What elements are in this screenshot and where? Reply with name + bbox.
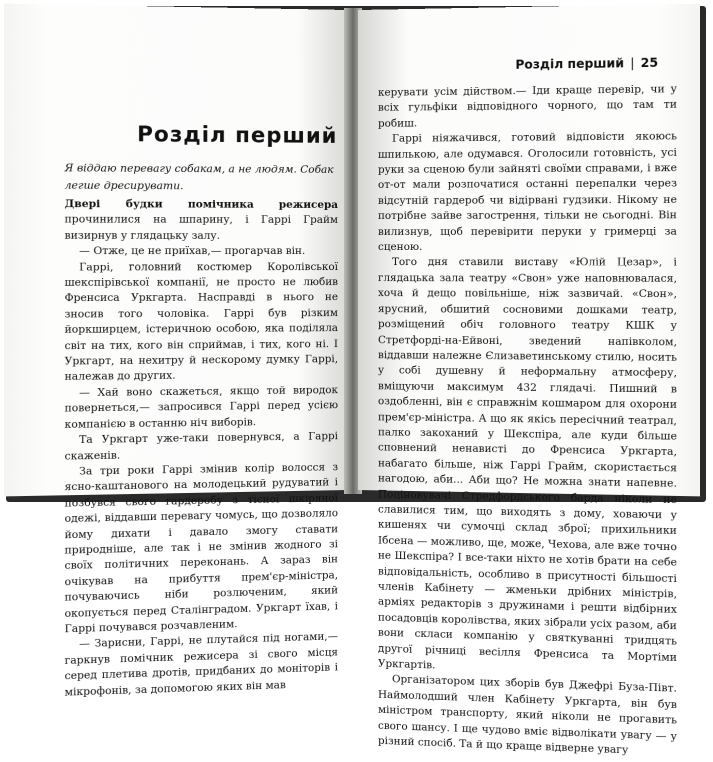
chapter-title: Розділ перший	[137, 121, 338, 148]
left-paragraph-3: Гаррі, головний костюмер Королівської шекспірівської компанії, не просто не любив Френсиса Уркгарта. Насправді в нього не зносив того чоловіка. Гаррі був різким йоркширцем, істеричною особою, яка поділяла світ на тих, кого він сприймав, і тих, кого ні. І Уркгарт, на нехитру й нескорому думку Гаррі, належав до других.	[64, 260, 339, 384]
running-head-separator: |	[630, 55, 635, 71]
running-head	[515, 56, 658, 72]
right-paragraph-1: керувати усім дійством.— Іди краще перевір, чи у всіх гульфіки відповідного чорного, що там ти робиш.	[377, 82, 677, 130]
left-paragraph-1: Двері будки помічника режисера прочинилися на шпарину, і Гаррі Грайм визирнув у глядацьку залу.	[64, 197, 339, 242]
running-head-label: Розділ перший	[515, 56, 624, 72]
right-paragraph-3: Того дня ставили виставу «Юлій Цезар», і глядацька зала театру «Свон» уже наповнювалася, хоча й дещо повільніше, ніж зазвичай. «Свон», ярусний, обшитий сосновими дошками театр, розміщений обіч головного театру КШК у Стретфорді-на-Ейвоні, зведений напівколом, віддавши належне Єлизаветинському стилю, носить у собі душевну й неформальну атмосферу, вміщуючи максимум 432 глядачі. Пишний в оздобленні, він є справжнім кошмаром для охорони прем'єр-міністра. А що як якісь пересічний театрал, палко закоханий у Шекспіра, але куди більше сповнений ненависті до Френсиса Уркгарта, набагато більше, ніж Гаррі Грайм, скористається нагодою, аби... Аби що? Не можна знати напевне. Поціновувачі Стредфордського барда ніколи не славилися тим, що виходять з дому, ховаючи у кишенях чи сумочці склад зброї; прихильники Ібсена — можливо, ще, може, Чехова, але вже точно не Шекспіра? І все-таки ніхто не хотів брати на себе відповідальність, особливо в присутності більшості членів Кабінету — жменьки дрібних міністрів, арміях редакторів з дружинами і решти відбірних посадовців королівства, яких зібрали усіх разом, аби вони скласи компанію у святкуванні тридцять другої річниці весілля Френсиса та Мортіми Уркгартів.	[377, 256, 677, 672]
left-paragraph-4: — Хай воно скажеться, якщо той виродок повернеться,— запросився Гаррі перед усією компанією в останню ніч виборів.	[64, 383, 339, 431]
left-paragraph-2: — Отже, це не приїхав,— прогарчав він.	[79, 245, 306, 258]
right-paragraph-4: Організатором цих зборів був Джефрі Буза-Півт. Наймолодший член Кабінету Уркгарта, він був міністром транспорту, який ніколи не прогавить свого шансу. І ще чудово вміє відволікати увагу — у різний спосіб. Та й що краще відверне увагу	[377, 673, 677, 757]
left-paragraph-6: За три роки Гаррі змінив колір волосся з ясно-каштанового на молодецький рудуватий і позбувся свого гардеробу з тісної шкіряної одежі, віддавши перевагу чомусь, що дозволяло йому дихати і давало змогу ставати природніше, але так і не змінив жодного зі своїх політичних переконань. А зараз він очікував на прибуття прем'єр-міністра, почуваючись ніби розлюченим, який окопується перед Сталінградом. Уркгарт їхав, і Гаррі почувався розчавленим.	[64, 461, 339, 636]
page-number: 25	[640, 55, 659, 71]
left-paragraph-7: — Зарисни, Гаррі, не плутайся під ногами,— гаркнув помічник режисера зі свого місця серед плетива дротів, придбаних до моніторів і мікрофонів, за допомогою яких він мав	[64, 630, 339, 699]
right-page	[358, 4, 700, 757]
left-paragraph-5: Та Уркгарт уже-таки повернувся, а Гаррі скаженів.	[64, 430, 339, 463]
left-page	[4, 4, 348, 699]
right-page-text	[378, 82, 677, 761]
lead-in-bold: Двері будки помічника режисера	[64, 197, 339, 211]
right-paragraph-2: Гаррі ніяжачився, готовий відповісти якоюсь шпилькою, але одумався. Оголосили готовність, усі руки за сценою були зайняті своїми справами, і вже от-от мали розпочатися останні перепалки через відсутній гардероб чи відірвані гудзики. Нікому не потрібне зайве загострення, тільки не сьогодні. Він вилизнув, щоб перевірити перуки у гримерці за сценою.	[377, 130, 677, 254]
epigraph: Я віддаю перевагу собакам, а не людям. Собак легше дресирувати.	[64, 162, 334, 193]
left-page-text	[65, 197, 338, 701]
